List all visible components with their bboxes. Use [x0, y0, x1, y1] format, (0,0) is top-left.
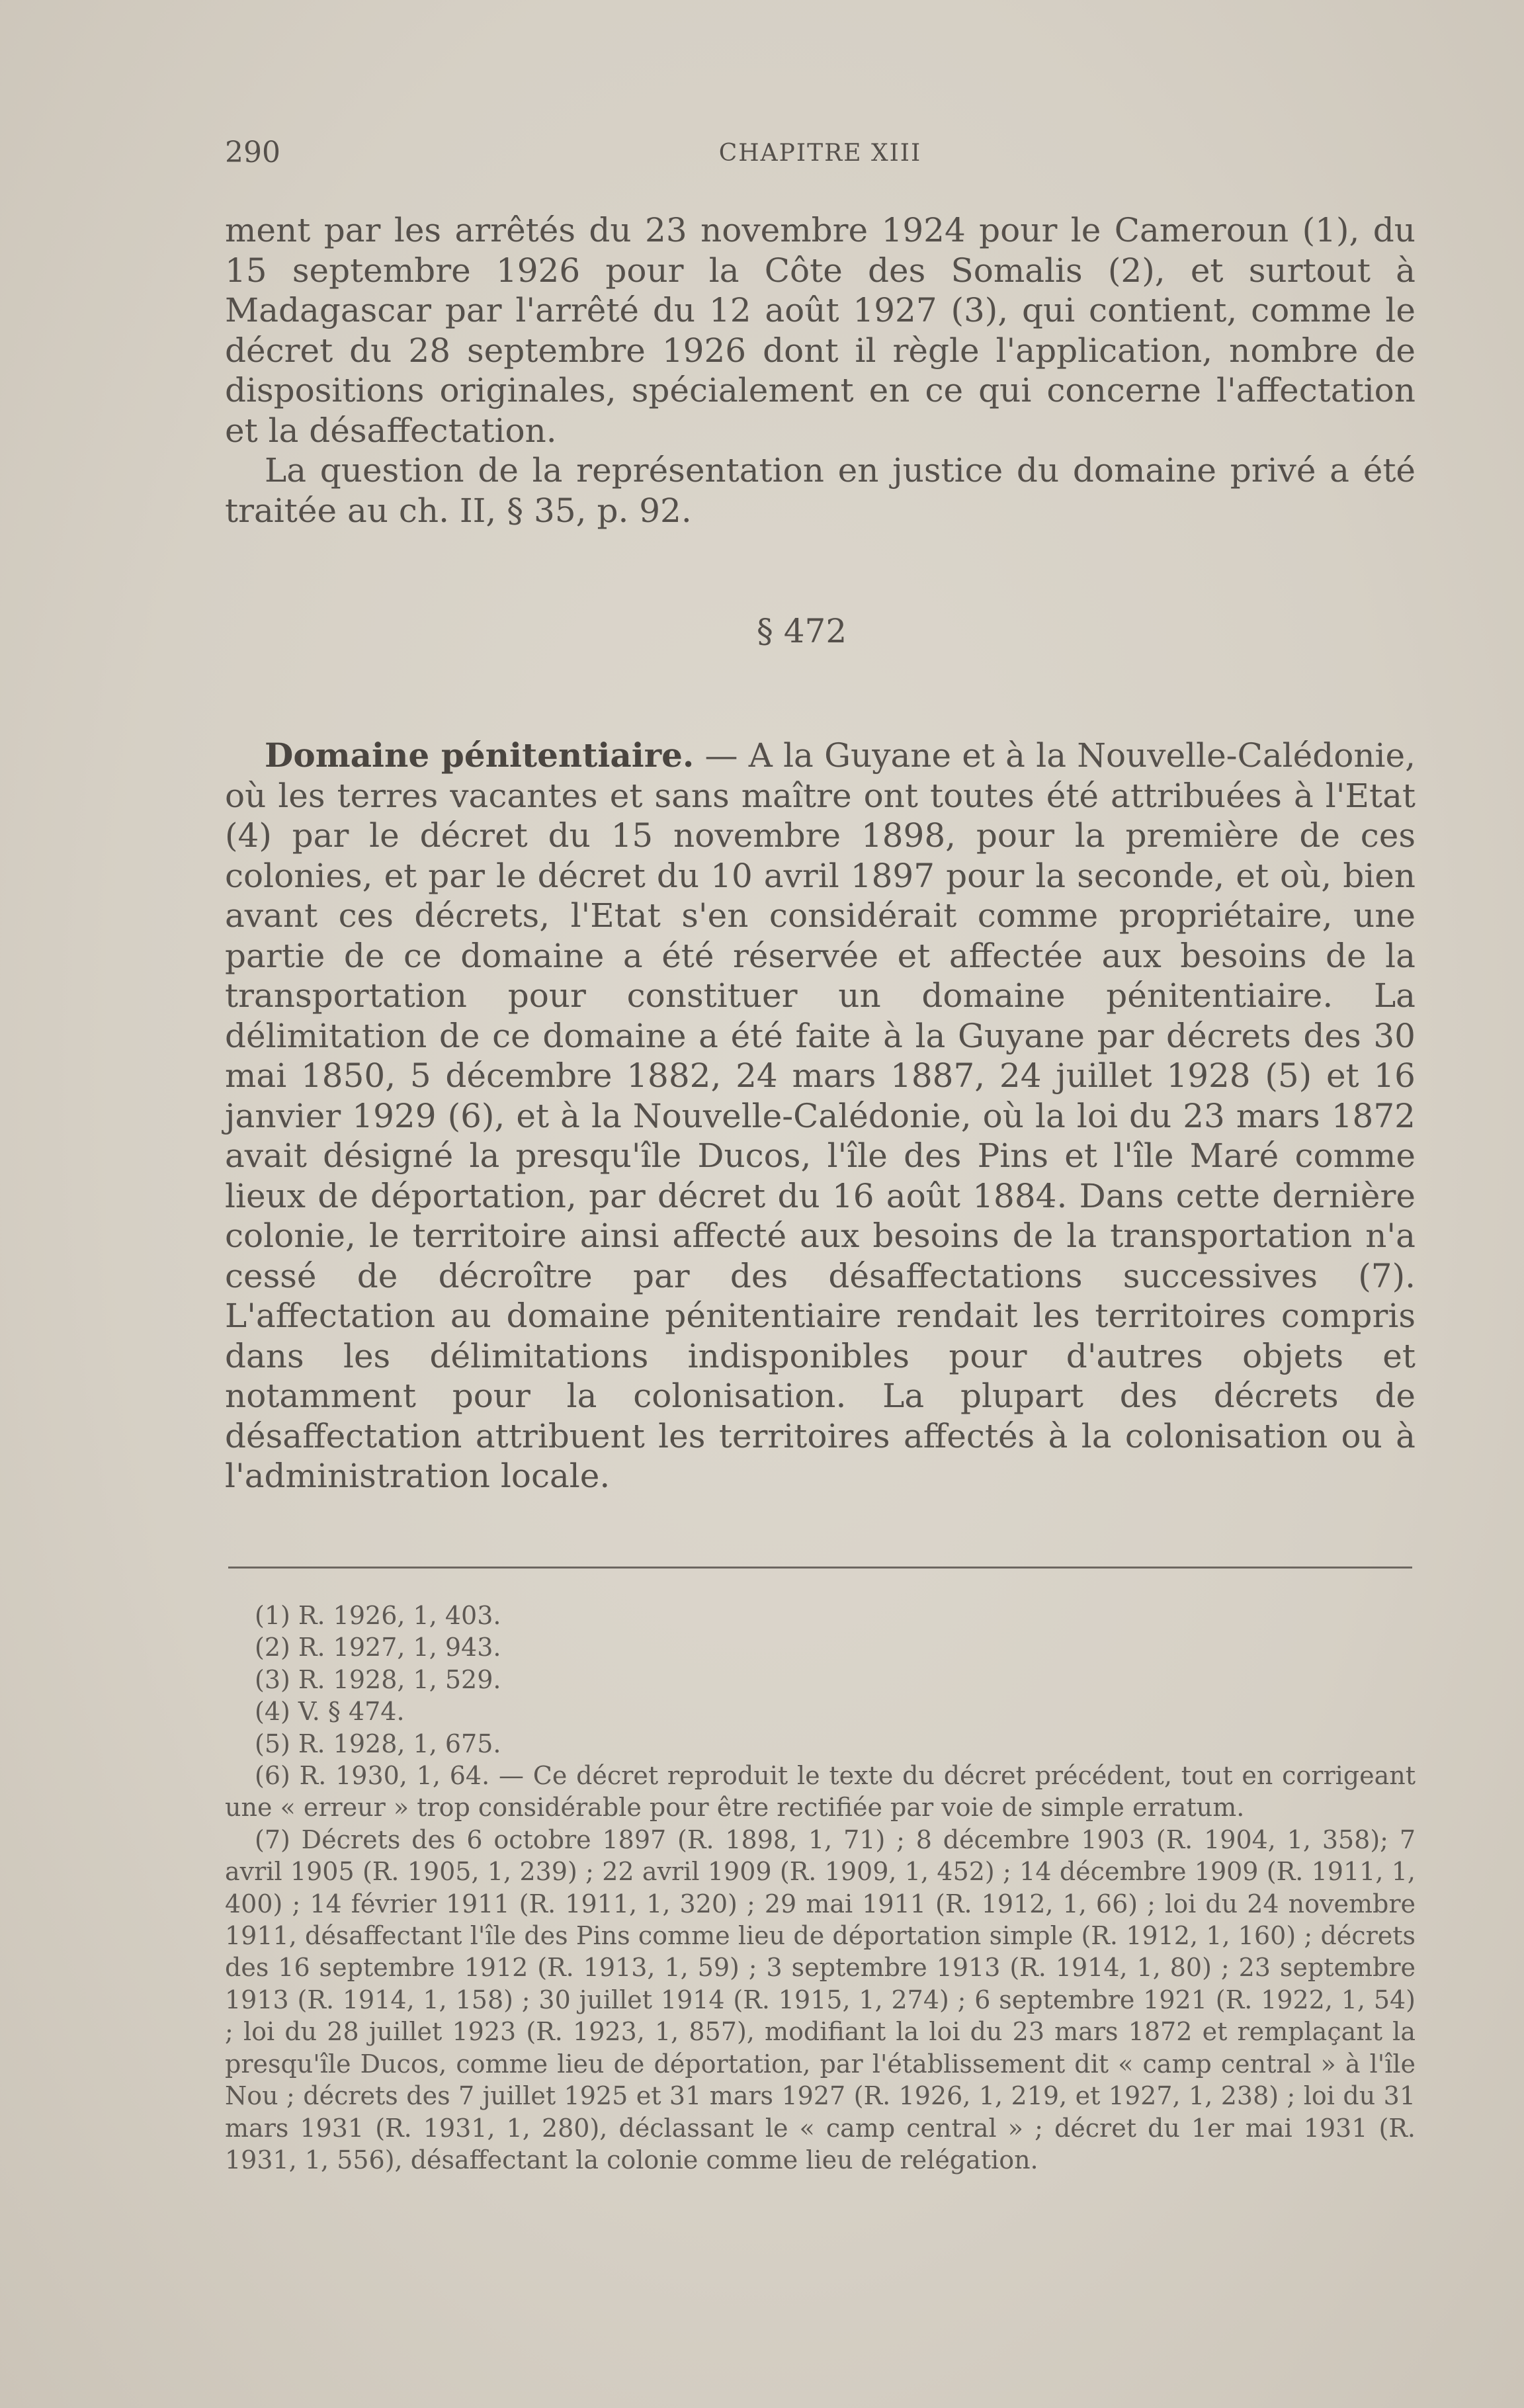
footnote-7: (7) Décrets des 6 octobre 1897 (R. 1898, 1, 71) ; 8 décembre 1903 (R. 1904, 1, 358); 7 avril 1905 (R. 1905, 1, 239) ; 22 avril 1909 (R. 1909, 1, 452) ; 14 décembre 1909 (R. 1911, 1, 400) ; 14 février 1911 (R. 1911, 1, 320) ; 29 mai 1911 (R. 1912, 1, 66) ; loi du 24 novembre 1911, désaffectant l'île des Pins comme lieu de déportation simple (R. 1912, 1, 160) ; décrets des 16 septembre 1912 (R. 1913, 1, 59) ; 3 septembre 1913 (R. 1914, 1, 80) ; 23 septembre 1913 (R. 1914, 1, 158) ; 30 juillet 1914 (R. 1915, 1, 274) ; 6 septembre 1921 (R. 1922, 1, 54) ; loi du 28 juillet 1923 (R. 1923, 1, 857), modifiant la loi du 23 mars 1872 et remplaçant la presqu'île Ducos, comme lieu de déportation, par l'établissement dit « camp central » à l'île Nou ; décrets des 7 juillet 1925 et 31 mars 1927 (R. 1926, 1, 219, et 1927, 1, 238) ; loi du 31 mars 1931 (R. 1931, 1, 280), déclassant le « camp central » ; décret du 1er mai 1931 (R. 1931, 1, 556), désaffectant la colonie comme lieu de relégation. — [225, 1825, 1416, 2174]
footnote-5: (5) R. 1928, 1, 675. — [255, 1729, 501, 1758]
page-number: 290 — [225, 136, 280, 169]
section-paragraph — [225, 736, 1416, 1496]
intro-paragraph: ment par les arrêtés du 23 novembre 1924 pour le Cameroun (1), du 15 septembre 1926 pour la Côte des Somalis (2), et surtout à Madagascar par l'arrêté du 12 août 1927 (3), qui contient, comme le décret du 28 septembre 1926 dont il règle l'application, nombre de dispositions originales, spécialement en ce qui concerne l'affectation et la désaffectation. — [225, 211, 1416, 450]
running-header — [225, 136, 1416, 175]
footnote-3: (3) R. 1928, 1, 529. — [255, 1664, 501, 1694]
intro-text — [225, 210, 1416, 531]
footnote-4: (4) V. § 474. — [255, 1697, 405, 1727]
section-heading: § 472 — [756, 612, 847, 650]
footnote-2: (2) R. 1927, 1, 943. — [255, 1633, 501, 1662]
footnote-divider — [228, 1567, 1412, 1569]
section-text: — A la Guyane et à la Nouvelle-Calédonie, où les terres vacantes et sans maître ont toutes été attribuées à l'Etat (4) par le décret du 15 novembre 1898, pour la première de ces colonies, et par le décret du 10 avril 1897 pour la seconde, et où, bien avant ces décrets, l'Etat s'en considérait comme propriétaire, une partie de ce domaine a été réservée et affectée aux besoins de la transportation pour constituer un domaine pénitentiaire. La délimitation de ce domaine a été faite à la Guyane par décrets des 30 mai 1850, 5 décembre 1882, 24 mars 1887, 24 juillet 1928 (5) et 16 janvier 1929 (6), et à la Nouvelle-Calédonie, où la loi du 23 mars 1872 avait désigné la presqu'île Ducos, l'île des Pins et l'île Maré comme lieux de déportation, par décret du 16 août 1884. Dans cette dernière colonie, le territoire ainsi affecté aux besoins de la transportation n'a cessé de décroître par des désaffectations successives (7). L'affectation au domaine pénitentiaire rendait les territoires compris dans les délimitations indisponibles pour d'autres objets et notamment pour la colonisation. La plupart des décrets de désaffectation attribuent les territoires affectés à la colonisation ou à l'administration locale. — [225, 736, 1416, 1495]
footnotes — [225, 1600, 1416, 2176]
section-term: Domaine pénitentiaire. — [265, 736, 695, 775]
reference-paragraph: La question de la représentation en justice du domaine privé a été traitée au ch. II, § 35, p. 92. — [225, 451, 1416, 530]
chapter-title: CHAPITRE XIII — [718, 140, 922, 167]
footnote-1: (1) R. 1926, 1, 403. — [255, 1601, 501, 1630]
footnote-6: (6) R. 1930, 1, 64. — Ce décret reproduit le texte du décret précédent, tout en corrigeant une « erreur » trop considérable pour être rectifiée par voie de simple erratum. — [225, 1761, 1416, 1823]
